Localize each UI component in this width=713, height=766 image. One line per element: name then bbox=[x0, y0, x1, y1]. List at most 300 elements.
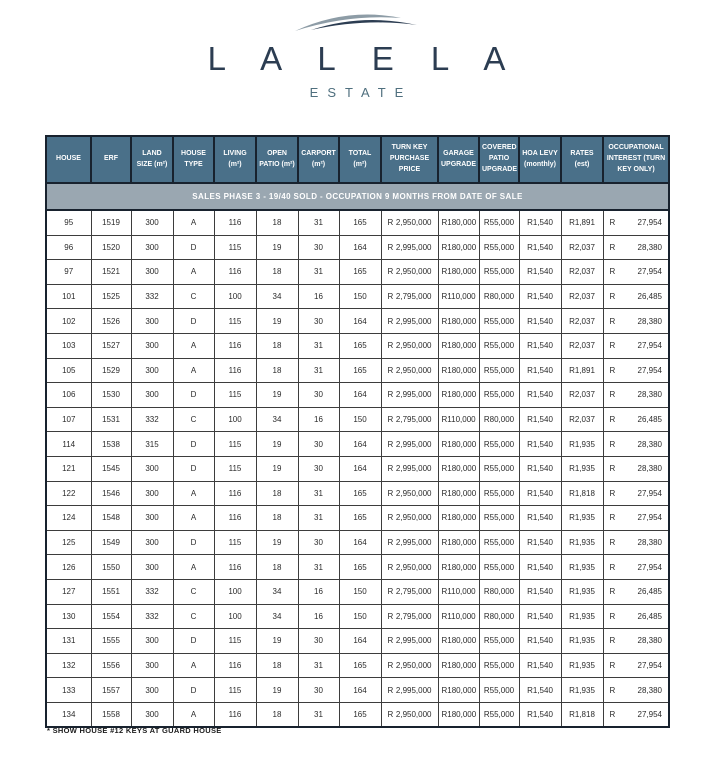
table-row bbox=[46, 678, 669, 703]
column-header: LIVING (m²) bbox=[214, 136, 256, 183]
logo-subtitle: ESTATE bbox=[309, 85, 413, 100]
table-cell: 1530 bbox=[91, 383, 131, 408]
table-cell bbox=[381, 702, 438, 727]
table-cell: 332 bbox=[131, 407, 173, 432]
currency-symbol: R bbox=[387, 660, 394, 670]
table-cell: R1,540 bbox=[519, 629, 561, 654]
column-header: TURN KEY PURCHASE PRICE bbox=[381, 136, 438, 183]
table-cell: 116 bbox=[214, 481, 256, 506]
table-cell: R80,000 bbox=[479, 407, 519, 432]
currency-symbol: R bbox=[609, 538, 616, 548]
table-cell: D bbox=[173, 629, 214, 654]
table-cell: A bbox=[173, 481, 214, 506]
table-cell: R2,037 bbox=[561, 309, 603, 334]
currency-symbol: R bbox=[609, 365, 616, 375]
table-row bbox=[46, 629, 669, 654]
table-header bbox=[46, 136, 669, 210]
table-cell: 300 bbox=[131, 358, 173, 383]
table-cell: R180,000 bbox=[438, 678, 479, 703]
table-cell: 16 bbox=[298, 284, 339, 309]
table-cell: R1,540 bbox=[519, 284, 561, 309]
currency-symbol: R bbox=[609, 710, 616, 720]
table-cell bbox=[381, 629, 438, 654]
table-cell: 97 bbox=[46, 260, 91, 285]
table-cell: R1,935 bbox=[561, 678, 603, 703]
table-cell: C bbox=[173, 579, 214, 604]
sales-phase-banner: SALES PHASE 3 - 19/40 SOLD - OCCUPATION 9 MONTHS FROM DATE OF SALE bbox=[46, 183, 669, 210]
currency-symbol: R bbox=[609, 587, 616, 597]
table-cell: R1,540 bbox=[519, 702, 561, 727]
currency-symbol: R bbox=[387, 562, 394, 572]
table-cell: 1557 bbox=[91, 678, 131, 703]
table-cell: 16 bbox=[298, 579, 339, 604]
table-cell bbox=[381, 579, 438, 604]
table-cell: 116 bbox=[214, 702, 256, 727]
table-cell: 165 bbox=[339, 358, 381, 383]
table-cell: R80,000 bbox=[479, 604, 519, 629]
currency-symbol: R bbox=[609, 292, 616, 302]
table-cell bbox=[603, 702, 669, 727]
table-cell: 31 bbox=[298, 506, 339, 531]
amount-value: 2,995,000 bbox=[395, 538, 432, 548]
table-cell: 300 bbox=[131, 702, 173, 727]
table-cell bbox=[603, 555, 669, 580]
table-cell: R55,000 bbox=[479, 235, 519, 260]
table-cell: 1550 bbox=[91, 555, 131, 580]
currency-symbol: R bbox=[387, 218, 394, 228]
table-cell bbox=[381, 407, 438, 432]
table-cell: 130 bbox=[46, 604, 91, 629]
table-cell: 107 bbox=[46, 407, 91, 432]
column-header: HOUSE bbox=[46, 136, 91, 183]
banner-row bbox=[46, 183, 669, 210]
table-cell: 116 bbox=[214, 555, 256, 580]
table-cell bbox=[381, 284, 438, 309]
table-cell: 30 bbox=[298, 678, 339, 703]
table-cell: 300 bbox=[131, 481, 173, 506]
table-cell: 150 bbox=[339, 579, 381, 604]
table-cell: R180,000 bbox=[438, 333, 479, 358]
table-cell: D bbox=[173, 235, 214, 260]
table-cell: R55,000 bbox=[479, 530, 519, 555]
table-cell: 30 bbox=[298, 235, 339, 260]
table-cell: 31 bbox=[298, 210, 339, 235]
table-cell: 300 bbox=[131, 629, 173, 654]
table-cell: 96 bbox=[46, 235, 91, 260]
table-cell: 18 bbox=[256, 210, 298, 235]
logo-swoosh-icon bbox=[295, 12, 419, 36]
table-cell: 34 bbox=[256, 579, 298, 604]
table-cell: R1,540 bbox=[519, 407, 561, 432]
table-cell: R2,037 bbox=[561, 235, 603, 260]
currency-symbol: R bbox=[387, 587, 394, 597]
table-cell: R1,540 bbox=[519, 358, 561, 383]
table-cell bbox=[381, 604, 438, 629]
table-cell: 300 bbox=[131, 383, 173, 408]
currency-symbol: R bbox=[387, 538, 394, 548]
table-cell: 31 bbox=[298, 555, 339, 580]
table-row bbox=[46, 555, 669, 580]
table-cell: R180,000 bbox=[438, 358, 479, 383]
table-cell: 1531 bbox=[91, 407, 131, 432]
currency-symbol: R bbox=[387, 488, 394, 498]
table-cell: D bbox=[173, 309, 214, 334]
table-cell: 125 bbox=[46, 530, 91, 555]
table-cell bbox=[381, 383, 438, 408]
table-cell bbox=[381, 333, 438, 358]
table-cell: 150 bbox=[339, 284, 381, 309]
table-cell: C bbox=[173, 604, 214, 629]
table-cell bbox=[603, 678, 669, 703]
table-cell: R55,000 bbox=[479, 333, 519, 358]
table-cell bbox=[603, 235, 669, 260]
currency-symbol: R bbox=[387, 267, 394, 277]
table-cell: 1527 bbox=[91, 333, 131, 358]
table-cell bbox=[381, 481, 438, 506]
table-cell: 34 bbox=[256, 284, 298, 309]
table-cell: 315 bbox=[131, 432, 173, 457]
amount-value: 2,950,000 bbox=[395, 660, 432, 670]
table-cell bbox=[603, 358, 669, 383]
amount-value: 27,954 bbox=[637, 660, 662, 670]
currency-symbol: R bbox=[387, 316, 394, 326]
table-cell: 19 bbox=[256, 530, 298, 555]
table-cell bbox=[603, 333, 669, 358]
table-cell: R1,935 bbox=[561, 432, 603, 457]
table-cell: A bbox=[173, 358, 214, 383]
amount-value: 2,995,000 bbox=[395, 316, 432, 326]
amount-value: 28,380 bbox=[637, 242, 662, 252]
currency-symbol: R bbox=[609, 267, 616, 277]
table-row bbox=[46, 407, 669, 432]
amount-value: 2,950,000 bbox=[395, 365, 432, 375]
table-row bbox=[46, 358, 669, 383]
currency-symbol: R bbox=[387, 341, 394, 351]
table-cell: R55,000 bbox=[479, 309, 519, 334]
table-cell: 31 bbox=[298, 702, 339, 727]
amount-value: 2,950,000 bbox=[395, 513, 432, 523]
table-cell: 1529 bbox=[91, 358, 131, 383]
table-cell: 34 bbox=[256, 604, 298, 629]
amount-value: 27,954 bbox=[637, 365, 662, 375]
table-cell bbox=[381, 506, 438, 531]
column-header: CARPORT (m²) bbox=[298, 136, 339, 183]
table-cell: 300 bbox=[131, 309, 173, 334]
table-cell bbox=[603, 383, 669, 408]
column-header: ERF bbox=[91, 136, 131, 183]
table-cell: 18 bbox=[256, 653, 298, 678]
table-cell: R55,000 bbox=[479, 678, 519, 703]
table-cell: R1,540 bbox=[519, 604, 561, 629]
table-cell bbox=[603, 604, 669, 629]
currency-symbol: R bbox=[609, 562, 616, 572]
table-cell: 332 bbox=[131, 284, 173, 309]
amount-value: 28,380 bbox=[637, 390, 662, 400]
table-cell: 164 bbox=[339, 235, 381, 260]
currency-symbol: R bbox=[609, 218, 616, 228]
table-cell: 18 bbox=[256, 333, 298, 358]
table-cell: R180,000 bbox=[438, 210, 479, 235]
table-row bbox=[46, 481, 669, 506]
column-header: RATES (est) bbox=[561, 136, 603, 183]
table-cell: R1,935 bbox=[561, 629, 603, 654]
table-cell: R1,935 bbox=[561, 579, 603, 604]
table-cell bbox=[603, 456, 669, 481]
table-cell: 19 bbox=[256, 629, 298, 654]
table-cell: 106 bbox=[46, 383, 91, 408]
table-cell: 30 bbox=[298, 530, 339, 555]
table-cell: R1,540 bbox=[519, 432, 561, 457]
amount-value: 2,795,000 bbox=[395, 415, 432, 425]
table-cell: 164 bbox=[339, 309, 381, 334]
table-cell: 30 bbox=[298, 456, 339, 481]
table-cell: 300 bbox=[131, 456, 173, 481]
currency-symbol: R bbox=[387, 365, 394, 375]
table-cell: A bbox=[173, 333, 214, 358]
table-cell: 31 bbox=[298, 358, 339, 383]
table-cell: R180,000 bbox=[438, 653, 479, 678]
currency-symbol: R bbox=[609, 513, 616, 523]
table-cell: 116 bbox=[214, 260, 256, 285]
price-table bbox=[45, 135, 670, 728]
table-cell: 165 bbox=[339, 481, 381, 506]
table-cell: 332 bbox=[131, 604, 173, 629]
table-cell: R55,000 bbox=[479, 481, 519, 506]
table-row bbox=[46, 235, 669, 260]
table-cell: 18 bbox=[256, 481, 298, 506]
table-cell: 1558 bbox=[91, 702, 131, 727]
table-cell: 164 bbox=[339, 629, 381, 654]
header-row bbox=[46, 136, 669, 183]
amount-value: 28,380 bbox=[637, 439, 662, 449]
amount-value: 28,380 bbox=[637, 464, 662, 474]
table-cell: 115 bbox=[214, 309, 256, 334]
table-cell: R180,000 bbox=[438, 555, 479, 580]
currency-symbol: R bbox=[609, 636, 616, 646]
table-cell bbox=[603, 506, 669, 531]
amount-value: 27,954 bbox=[637, 710, 662, 720]
table-cell: 18 bbox=[256, 555, 298, 580]
table-cell: A bbox=[173, 702, 214, 727]
table-cell: A bbox=[173, 260, 214, 285]
column-header: COVERED PATIO UPGRADE bbox=[479, 136, 519, 183]
amount-value: 2,995,000 bbox=[395, 242, 432, 252]
table-cell: R180,000 bbox=[438, 530, 479, 555]
table-cell: 164 bbox=[339, 678, 381, 703]
table-cell bbox=[381, 678, 438, 703]
table-cell bbox=[603, 653, 669, 678]
currency-symbol: R bbox=[387, 464, 394, 474]
amount-value: 2,995,000 bbox=[395, 636, 432, 646]
column-header: LAND SIZE (m²) bbox=[131, 136, 173, 183]
table-cell: R2,037 bbox=[561, 260, 603, 285]
table-cell: R1,818 bbox=[561, 702, 603, 727]
table-cell: R1,540 bbox=[519, 235, 561, 260]
column-header: HOUSE TYPE bbox=[173, 136, 214, 183]
table-cell: A bbox=[173, 506, 214, 531]
table-cell: 300 bbox=[131, 555, 173, 580]
table-cell: R1,540 bbox=[519, 481, 561, 506]
table-cell: R180,000 bbox=[438, 432, 479, 457]
table-row bbox=[46, 579, 669, 604]
table-cell: 164 bbox=[339, 530, 381, 555]
amount-value: 2,995,000 bbox=[395, 390, 432, 400]
table-cell: 100 bbox=[214, 604, 256, 629]
table-cell bbox=[603, 579, 669, 604]
table-row bbox=[46, 456, 669, 481]
table-cell: 114 bbox=[46, 432, 91, 457]
currency-symbol: R bbox=[387, 242, 394, 252]
table-cell: 18 bbox=[256, 358, 298, 383]
table-cell: 19 bbox=[256, 456, 298, 481]
table-cell: 165 bbox=[339, 260, 381, 285]
currency-symbol: R bbox=[609, 390, 616, 400]
table-cell: 18 bbox=[256, 506, 298, 531]
table-cell: 1520 bbox=[91, 235, 131, 260]
table-cell: 121 bbox=[46, 456, 91, 481]
table-cell bbox=[381, 235, 438, 260]
currency-symbol: R bbox=[387, 439, 394, 449]
column-header: HOA LEVY (monthly) bbox=[519, 136, 561, 183]
table-cell: R1,540 bbox=[519, 579, 561, 604]
table-cell: 1546 bbox=[91, 481, 131, 506]
table-cell: R1,540 bbox=[519, 653, 561, 678]
table-cell: 300 bbox=[131, 653, 173, 678]
table-cell: R55,000 bbox=[479, 653, 519, 678]
show-house-footnote: * SHOW HOUSE #12 KEYS AT GUARD HOUSE bbox=[47, 726, 222, 735]
table-cell: R2,037 bbox=[561, 407, 603, 432]
table-cell: 115 bbox=[214, 629, 256, 654]
table-cell bbox=[603, 407, 669, 432]
table-cell: 1526 bbox=[91, 309, 131, 334]
amount-value: 2,795,000 bbox=[395, 587, 432, 597]
table-cell: R180,000 bbox=[438, 506, 479, 531]
table-cell: 164 bbox=[339, 456, 381, 481]
table-cell bbox=[603, 210, 669, 235]
table-cell bbox=[603, 629, 669, 654]
currency-symbol: R bbox=[387, 611, 394, 621]
amount-value: 2,995,000 bbox=[395, 685, 432, 695]
table-cell: 16 bbox=[298, 407, 339, 432]
table-row bbox=[46, 210, 669, 235]
logo-name: L A L E L A bbox=[207, 40, 520, 77]
table-cell: D bbox=[173, 530, 214, 555]
column-header: OCCUPATIONAL INTEREST (TURN KEY ONLY) bbox=[603, 136, 669, 183]
amount-value: 26,485 bbox=[637, 292, 662, 302]
table-cell: R55,000 bbox=[479, 555, 519, 580]
table-cell: 132 bbox=[46, 653, 91, 678]
table-cell: R180,000 bbox=[438, 383, 479, 408]
table-cell: 300 bbox=[131, 235, 173, 260]
table-cell: 100 bbox=[214, 284, 256, 309]
table-cell: 150 bbox=[339, 407, 381, 432]
table-cell: 1525 bbox=[91, 284, 131, 309]
table-cell: D bbox=[173, 456, 214, 481]
table-cell: 100 bbox=[214, 407, 256, 432]
table-cell bbox=[381, 530, 438, 555]
table-cell: D bbox=[173, 383, 214, 408]
table-cell bbox=[381, 260, 438, 285]
currency-symbol: R bbox=[387, 685, 394, 695]
table-cell: 30 bbox=[298, 432, 339, 457]
table-cell: 31 bbox=[298, 481, 339, 506]
table-cell: R80,000 bbox=[479, 284, 519, 309]
table-cell: 300 bbox=[131, 678, 173, 703]
table-cell: R55,000 bbox=[479, 456, 519, 481]
amount-value: 2,950,000 bbox=[395, 562, 432, 572]
table-row bbox=[46, 383, 669, 408]
amount-value: 27,954 bbox=[637, 267, 662, 277]
amount-value: 2,950,000 bbox=[395, 488, 432, 498]
table-cell: 1555 bbox=[91, 629, 131, 654]
currency-symbol: R bbox=[387, 710, 394, 720]
amount-value: 2,950,000 bbox=[395, 218, 432, 228]
table-cell bbox=[603, 309, 669, 334]
amount-value: 2,950,000 bbox=[395, 267, 432, 277]
table-cell: 115 bbox=[214, 678, 256, 703]
table-cell: 102 bbox=[46, 309, 91, 334]
table-cell: 19 bbox=[256, 383, 298, 408]
table-cell: 133 bbox=[46, 678, 91, 703]
amount-value: 27,954 bbox=[637, 488, 662, 498]
table-cell: 300 bbox=[131, 530, 173, 555]
table-cell: R1,818 bbox=[561, 481, 603, 506]
table-cell: 150 bbox=[339, 604, 381, 629]
table-cell: 1549 bbox=[91, 530, 131, 555]
table-cell: 165 bbox=[339, 555, 381, 580]
table-cell: R1,891 bbox=[561, 358, 603, 383]
table-cell bbox=[603, 432, 669, 457]
table-cell: C bbox=[173, 284, 214, 309]
currency-symbol: R bbox=[609, 611, 616, 621]
table-cell: R1,540 bbox=[519, 210, 561, 235]
currency-symbol: R bbox=[609, 415, 616, 425]
column-header: GARAGE UPGRADE bbox=[438, 136, 479, 183]
amount-value: 28,380 bbox=[637, 538, 662, 548]
table-cell: 134 bbox=[46, 702, 91, 727]
table-cell: R1,935 bbox=[561, 555, 603, 580]
currency-symbol: R bbox=[609, 464, 616, 474]
table-cell: R1,540 bbox=[519, 333, 561, 358]
currency-symbol: R bbox=[609, 341, 616, 351]
table-cell bbox=[603, 481, 669, 506]
table-cell bbox=[603, 284, 669, 309]
table-cell: R55,000 bbox=[479, 506, 519, 531]
table-cell: 105 bbox=[46, 358, 91, 383]
table-cell bbox=[381, 309, 438, 334]
table-row bbox=[46, 530, 669, 555]
currency-symbol: R bbox=[387, 292, 394, 302]
table-cell: R110,000 bbox=[438, 579, 479, 604]
currency-symbol: R bbox=[387, 513, 394, 523]
table-cell: R1,935 bbox=[561, 530, 603, 555]
table-cell: 126 bbox=[46, 555, 91, 580]
column-header: TOTAL (m²) bbox=[339, 136, 381, 183]
table-cell: 31 bbox=[298, 260, 339, 285]
table-cell: 1554 bbox=[91, 604, 131, 629]
table-cell: 115 bbox=[214, 235, 256, 260]
table-row bbox=[46, 260, 669, 285]
table-row bbox=[46, 309, 669, 334]
table-cell: C bbox=[173, 407, 214, 432]
amount-value: 26,485 bbox=[637, 587, 662, 597]
table-cell bbox=[381, 432, 438, 457]
amount-value: 2,950,000 bbox=[395, 710, 432, 720]
currency-symbol: R bbox=[609, 316, 616, 326]
table-cell: 34 bbox=[256, 407, 298, 432]
table-cell: R55,000 bbox=[479, 432, 519, 457]
table-cell: R55,000 bbox=[479, 260, 519, 285]
